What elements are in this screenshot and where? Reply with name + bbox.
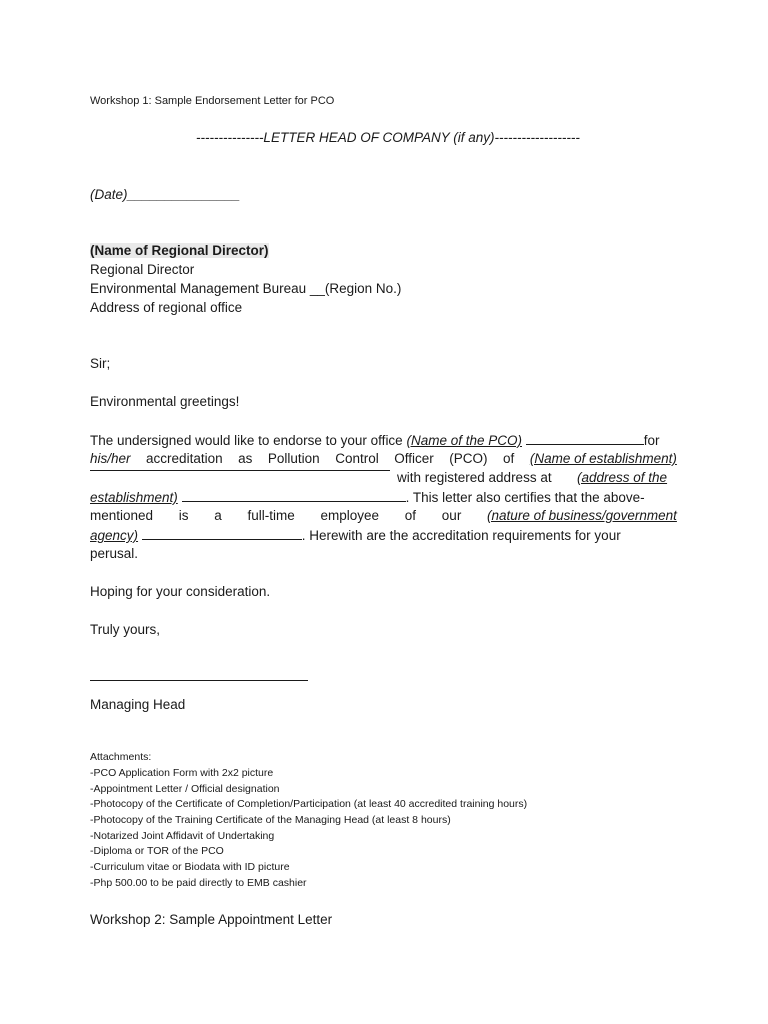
address-placeholder: (address of the — [577, 470, 668, 485]
signoff: Truly yours, — [90, 622, 161, 637]
attachment-item: -Curriculum vitae or Biodata with ID picture — [90, 861, 290, 873]
addressee-address: Address of regional office — [90, 300, 243, 315]
paragraph-word: our — [441, 508, 462, 523]
pco-name-placeholder: (Name of the PCO) — [406, 433, 523, 448]
paragraph-word: mentioned — [90, 508, 154, 523]
paragraph-word: (PCO) — [449, 451, 488, 466]
paragraph-word: a — [214, 508, 222, 523]
salutation: Sir; — [90, 356, 111, 371]
addressee-title: Regional Director — [90, 262, 195, 277]
workshop1-title: Workshop 1: Sample Endorsement Letter for PCO — [90, 95, 335, 107]
closing-line: Hoping for your consideration. — [90, 584, 271, 599]
agency-blank — [142, 527, 302, 540]
paragraph-text: . This letter also certifies that the above- — [405, 490, 645, 505]
pco-name-blank — [526, 432, 644, 445]
paragraph-text: with registered address at — [397, 470, 552, 485]
attachments-header: Attachments: — [90, 751, 152, 763]
paragraph-line-7: perusal. — [90, 546, 139, 561]
addressee-bureau: Environmental Management Bureau __(Region No.) — [90, 281, 402, 296]
attachment-item: -Photocopy of the Training Certificate of the Managing Head (at least 8 hours) — [90, 814, 451, 826]
address-blank — [182, 489, 406, 502]
nature-of-business-placeholder: (nature of business/government — [487, 508, 677, 523]
signatory-title: Managing Head — [90, 697, 186, 712]
paragraph-word: employee — [320, 508, 380, 523]
paragraph-word: is — [178, 508, 189, 523]
agency-placeholder: agency) — [90, 528, 139, 543]
greeting: Environmental greetings! — [90, 394, 240, 409]
letterhead-placeholder: ---------------LETTER HEAD OF COMPANY (if any)------------------- — [196, 130, 580, 145]
paragraph-text: . Herewith are the accreditation requirements for your — [301, 528, 621, 543]
paragraph-word: accreditation — [146, 451, 223, 466]
paragraph-text: The undersigned would like to endorse to your office — [90, 433, 403, 448]
attachment-item: -Php 500.00 to be paid directly to EMB cashier — [90, 877, 307, 889]
paragraph-line-4 — [90, 489, 645, 505]
date-field: (Date)_______________ — [90, 187, 241, 202]
paragraph-word: Pollution — [267, 451, 320, 466]
establishment-name-placeholder: (Name of establishment) — [529, 451, 677, 466]
addressee-name — [90, 243, 269, 258]
attachment-item: -Photocopy of the Certificate of Completion/Participation (at least 40 accredited training hours) — [90, 798, 528, 810]
attachment-item: -Appointment Letter / Official designation — [90, 783, 280, 795]
paragraph-word: Officer — [394, 451, 434, 466]
attachment-item: -Diploma or TOR of the PCO — [90, 845, 224, 857]
paragraph-text: his/her — [90, 451, 131, 466]
addressee-name-text: (Name of Regional Director) — [90, 243, 269, 258]
paragraph-line-1 — [90, 432, 660, 448]
paragraph-word: full-time — [247, 508, 295, 523]
address-placeholder-end: establishment) — [90, 490, 178, 505]
attachment-item: -PCO Application Form with 2x2 picture — [90, 767, 274, 779]
workshop2-title: Workshop 2: Sample Appointment Letter — [90, 912, 333, 927]
paragraph-word: of — [503, 451, 515, 466]
attachment-item: -Notarized Joint Affidavit of Undertaking — [90, 830, 275, 842]
paragraph-line-5 — [90, 508, 677, 523]
paragraph-word: Control — [335, 451, 379, 466]
signature-line — [90, 680, 308, 681]
paragraph-text: for — [643, 433, 660, 448]
establishment-blank — [90, 470, 390, 471]
paragraph-word: of — [404, 508, 417, 523]
paragraph-line-6 — [90, 527, 621, 543]
paragraph-line-2 — [90, 451, 677, 466]
paragraph-word: as — [238, 451, 253, 466]
